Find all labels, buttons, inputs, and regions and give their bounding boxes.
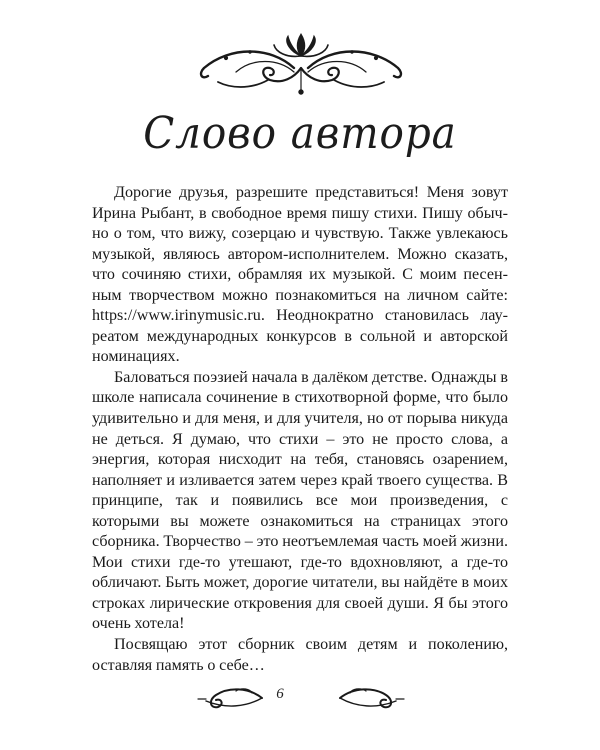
page-title: Слово автора <box>143 108 457 159</box>
preface-text <box>92 183 508 676</box>
bottom-flourish-icon <box>196 683 406 713</box>
top-flourish-icon <box>190 28 412 100</box>
paragraph: Посвящаю этот сборник своим детям и поколению, оставляя память о себе… <box>92 636 508 674</box>
page-number: 6 <box>276 686 284 702</box>
paragraph: Баловаться поэзией начала в далёком детстве. Однажды в школе написала сочинение в стихотворной форме, что было удивительно и для меня, и для учителя, но от порыва никуда не деться. Я думаю, что стихи – это не просто слова, а энергия, которая нисходит на тебя, становясь озарением, наполняет и изливается затем через край твоего существа. В принципе, так и появились все мои произведения, с которыми вы можете ознакомиться на страницах этого сборника. Творчество – это неотъемлемая часть моей жизни. Мои стихи где-то утешают, где-то вдохновляют, а где-то обличают. Быть может, дорогие читатели, вы найдёте в моих строках лирические откровения для своей души. Я бы этого очень хотела! <box>92 368 508 633</box>
paragraph: Дорогие друзья, разрешите представиться! Меня зовут Ирина Рыбант, в свободное время пишу стихи. Пишу обычно о том, что вижу, созерцаю и чувствую. Также увлекаюсь музыкой, являюсь автором-исполнителем. Можно сказать, что сочиняю стихи, обрамляя их музыкой. С моим песенным творчеством можно познакомиться на личном сайте: https://www.irinymusic.ru. Неоднократно становилась лауреатом международных конкурсов в сольной и авторской номинациях. <box>92 184 508 366</box>
